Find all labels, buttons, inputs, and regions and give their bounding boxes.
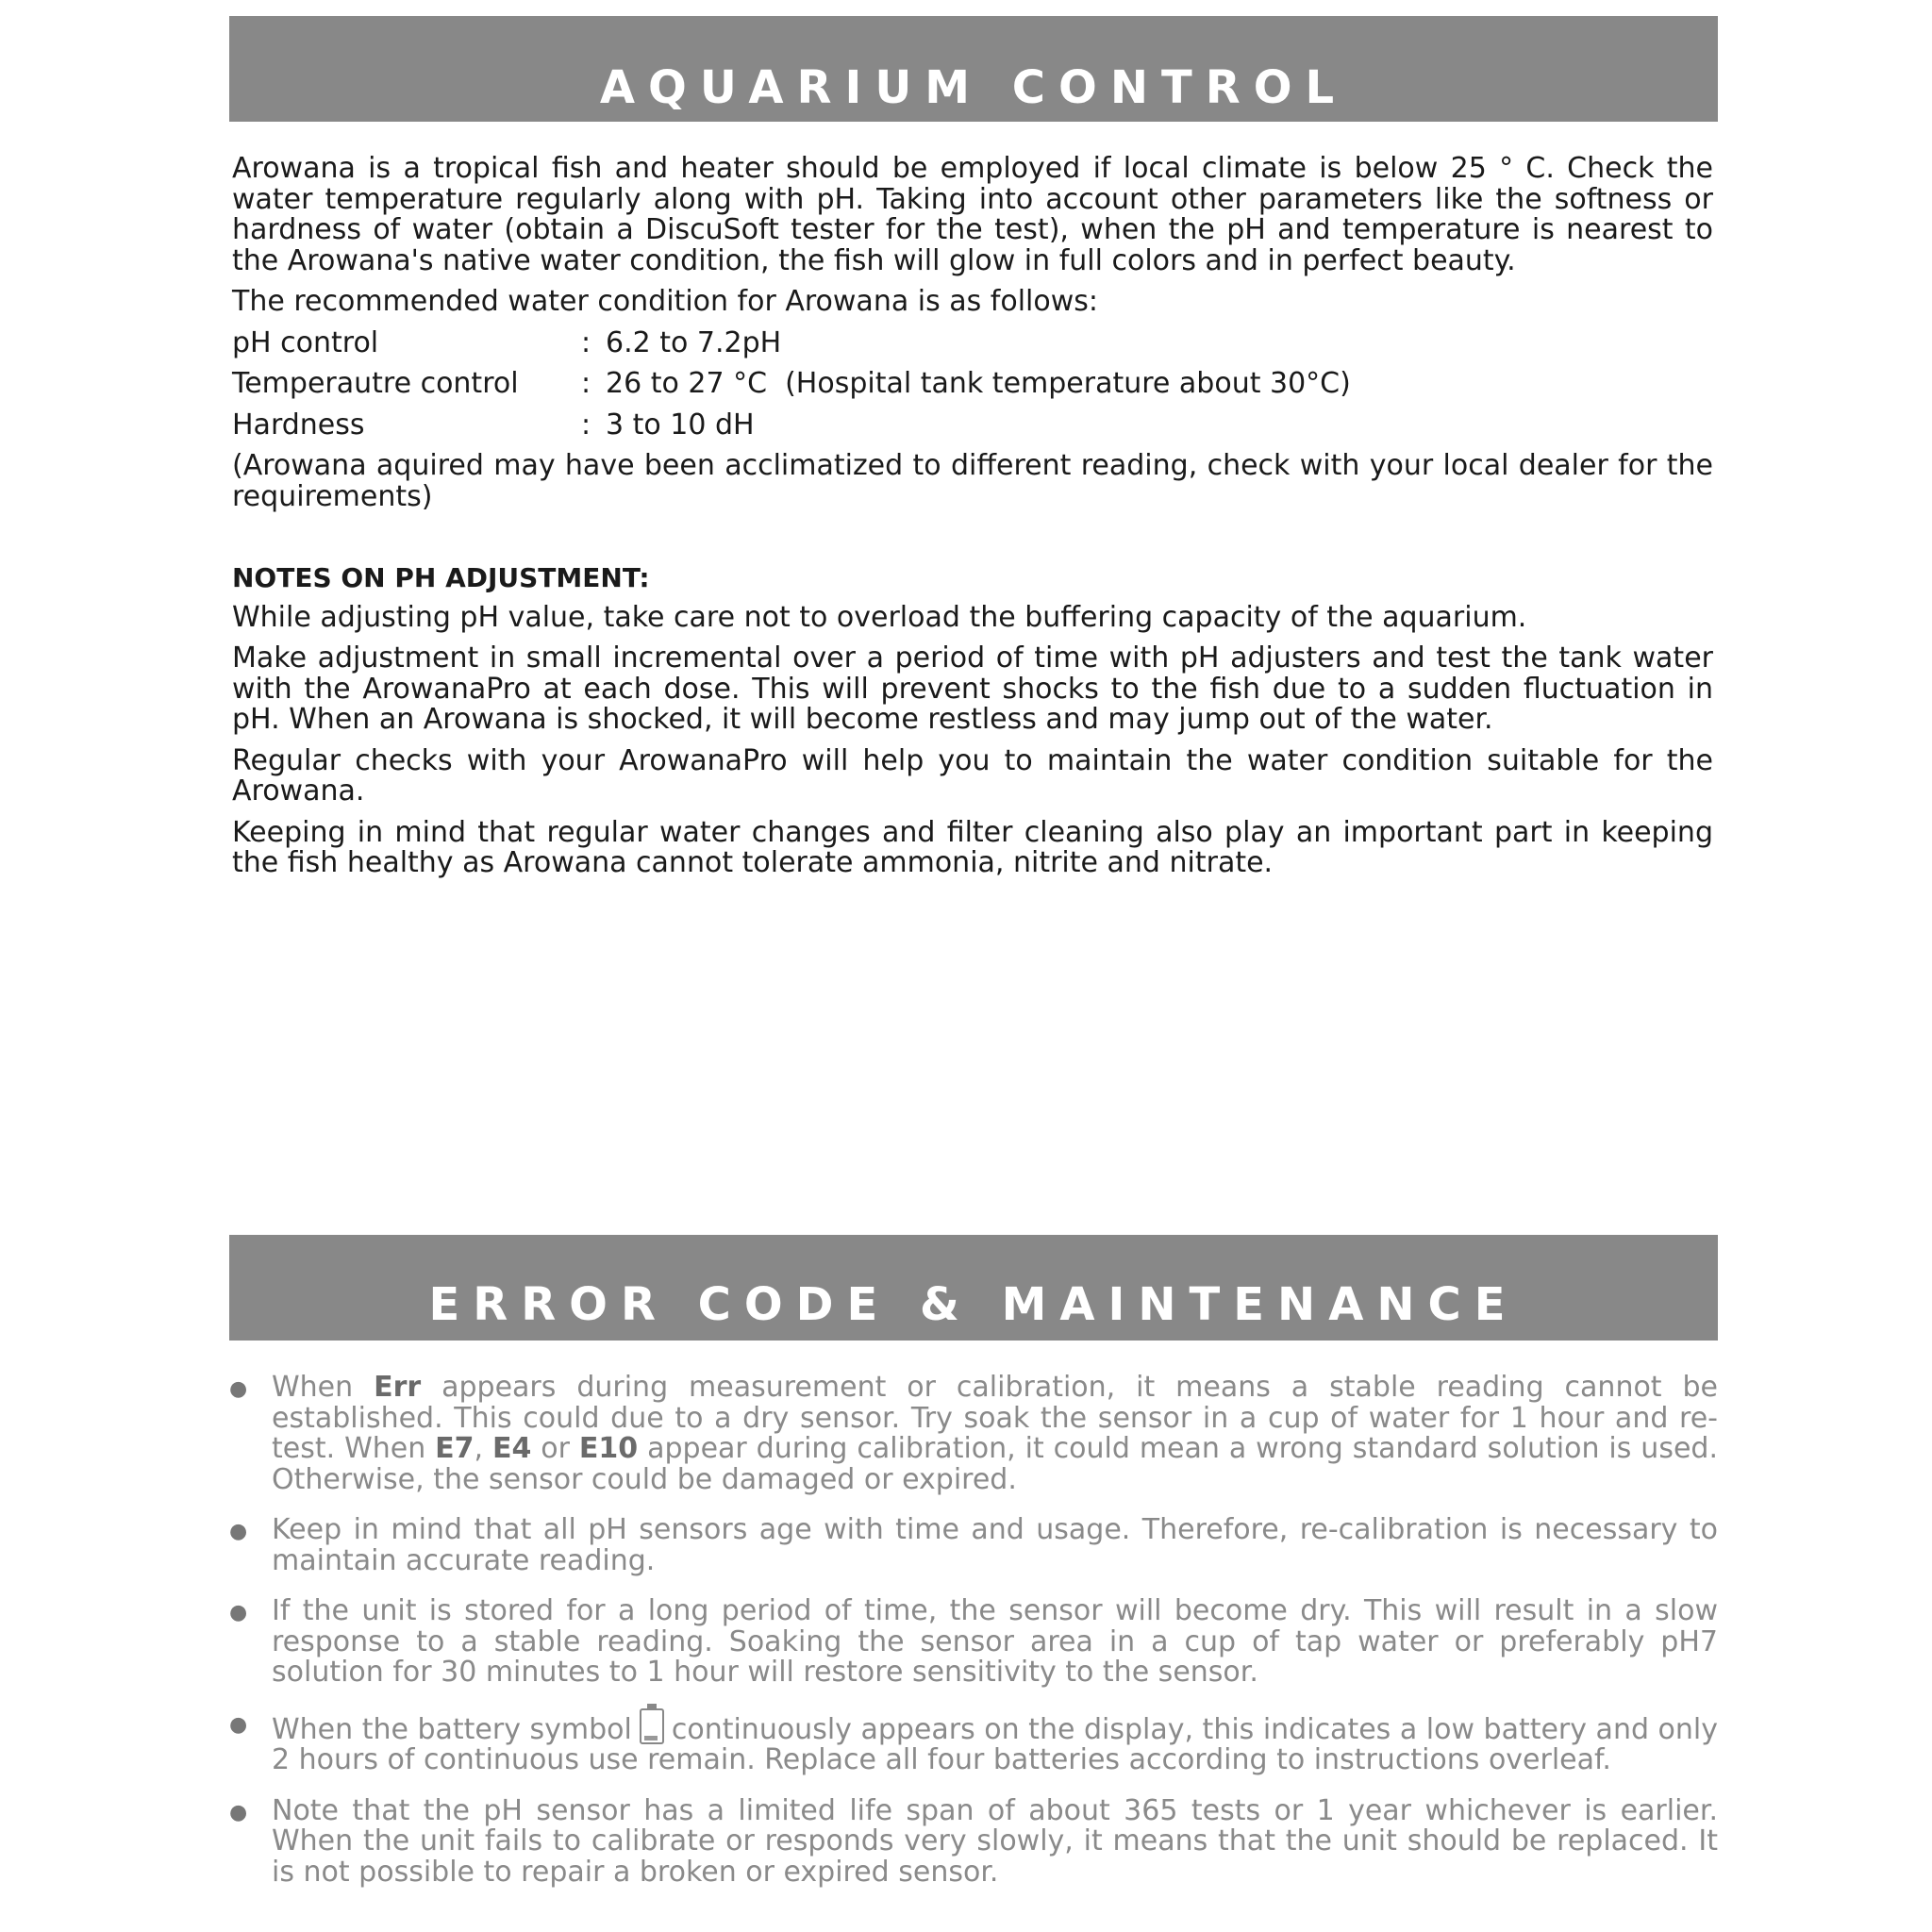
bullet-icon: ● (229, 1377, 248, 1401)
text-fragment: or (531, 1432, 579, 1465)
bullet-item (229, 1373, 1718, 1495)
param-colon: : (581, 325, 591, 359)
bullet-text: If the unit is stored for a long period of time, the sensor will become dry. This will result in a slow response to a stable reading. Soaking the sensor area in a cup of tap water or preferably pH7 solution for 30 minutes to 1 hour will restore sensitivity to the sensor. (272, 1594, 1718, 1689)
error-code-heading: ERROR CODE & MAINTENANCE (428, 1278, 1519, 1331)
water-parameter-table (232, 325, 1713, 441)
bullet-item (229, 1596, 1718, 1689)
aquarium-control-section (232, 154, 1713, 890)
bullet-text: Keep in mind that all pH sensors age with time and usage. Therefore, re-calibration is necessary to maintain accurate reading. (272, 1513, 1718, 1577)
error-code-section (229, 1373, 1718, 1907)
recommended-intro: The recommended water condition for Arowana is as follows: (232, 285, 1099, 318)
param-value: 26 to 27 °C (Hospital tank temperature about 30°C) (606, 367, 1351, 400)
text-fragment: continuously appears on the display, this indicates a low battery and only 2 hours of continuous use remain. Replace all four batteries according to instructions overleaf. (272, 1712, 1718, 1776)
param-colon: : (581, 408, 591, 441)
text-fragment: When the battery symbol (272, 1712, 632, 1746)
text-fragment: appears during measurement or calibration, it means a stable reading cannot be established. This could due to a dry sensor. Try soak the sensor in a cup of water for 1 hour and re-test. When (272, 1371, 1719, 1465)
acclimatized-note: (Arowana aquired may have been acclimatized to different reading, check with your local dealer for the requirements) (232, 449, 1713, 513)
param-name: pH control (232, 325, 379, 359)
text-fragment: appear during calibration, it could mean a wrong standard solution is used. Otherwise, the sensor could be damaged or expired. (272, 1432, 1718, 1496)
bullet-text: Note that the pH sensor has a limited life span of about 365 tests or 1 year whichever is earlier. When the unit fails to calibrate or responds very slowly, it means that the unit should be replaced. It is not possible to repair a broken or expired sensor. (272, 1793, 1718, 1889)
bullet-text (272, 1708, 1718, 1776)
bullet-item (229, 1515, 1718, 1576)
error-code-e7: E7 (435, 1432, 475, 1465)
ph-note: Regular checks with your ArowanaPro will help you to maintain the water condition suitable for the Arowana. (232, 743, 1713, 808)
ph-note: Keeping in mind that regular water changes and filter cleaning also play an important part in keeping the fish healthy as Arowana cannot tolerate ammonia, nitrite and nitrate. (232, 815, 1713, 879)
ph-note: Make adjustment in small incremental over a period of time with pH adjusters and test the tank water with the ArowanaPro at each dose. This will prevent shocks to the fish due to a sudden fluctuation in pH. When an Arowana is shocked, it will become restless and may jump out of the water. (232, 641, 1713, 736)
bullet-icon: ● (229, 1712, 248, 1737)
bullet-icon: ● (229, 1800, 248, 1824)
ph-notes-heading: NOTES ON PH ADJUSTMENT: (232, 562, 650, 593)
param-colon: : (581, 367, 591, 400)
intro-paragraph: Arowana is a tropical fish and heater should be employed if local climate is below 25 ° C. Check the water temperature regularly along with pH. Taking into account other parameters like the softness or hardness of water (obtain a DiscuSoft tester for the test), when the pH and temperature is nearest to the Arowana's native water condition, the fish will glow in full colors and in perfect beauty. (232, 152, 1713, 277)
battery-low-icon (640, 1708, 664, 1744)
error-code-e4: E4 (492, 1432, 532, 1465)
param-value: 6.2 to 7.2pH (606, 325, 782, 359)
param-name: Hardness (232, 408, 365, 441)
param-name: Temperautre control (232, 367, 519, 400)
bullet-icon: ● (229, 1601, 248, 1624)
text-fragment: , (474, 1432, 492, 1465)
param-row-ph (232, 325, 1713, 359)
param-row-hardness (232, 410, 1713, 441)
ph-note: While adjusting pH value, take care not to overload the buffering capacity of the aquarium. (232, 600, 1527, 634)
aquarium-control-heading: AQUARIUM CONTROL (599, 61, 1348, 114)
error-code-banner (229, 1235, 1718, 1341)
param-value: 3 to 10 dH (606, 408, 755, 441)
aquarium-control-banner (229, 16, 1718, 122)
error-code-e10: E10 (578, 1432, 639, 1465)
bullet-item (229, 1793, 1718, 1889)
text-fragment: When (272, 1371, 375, 1404)
bullet-item (229, 1708, 1718, 1776)
bullet-text (272, 1373, 1718, 1495)
param-row-temperature (232, 369, 1713, 400)
bullet-icon: ● (229, 1520, 248, 1543)
error-code-err: Err (374, 1371, 422, 1404)
